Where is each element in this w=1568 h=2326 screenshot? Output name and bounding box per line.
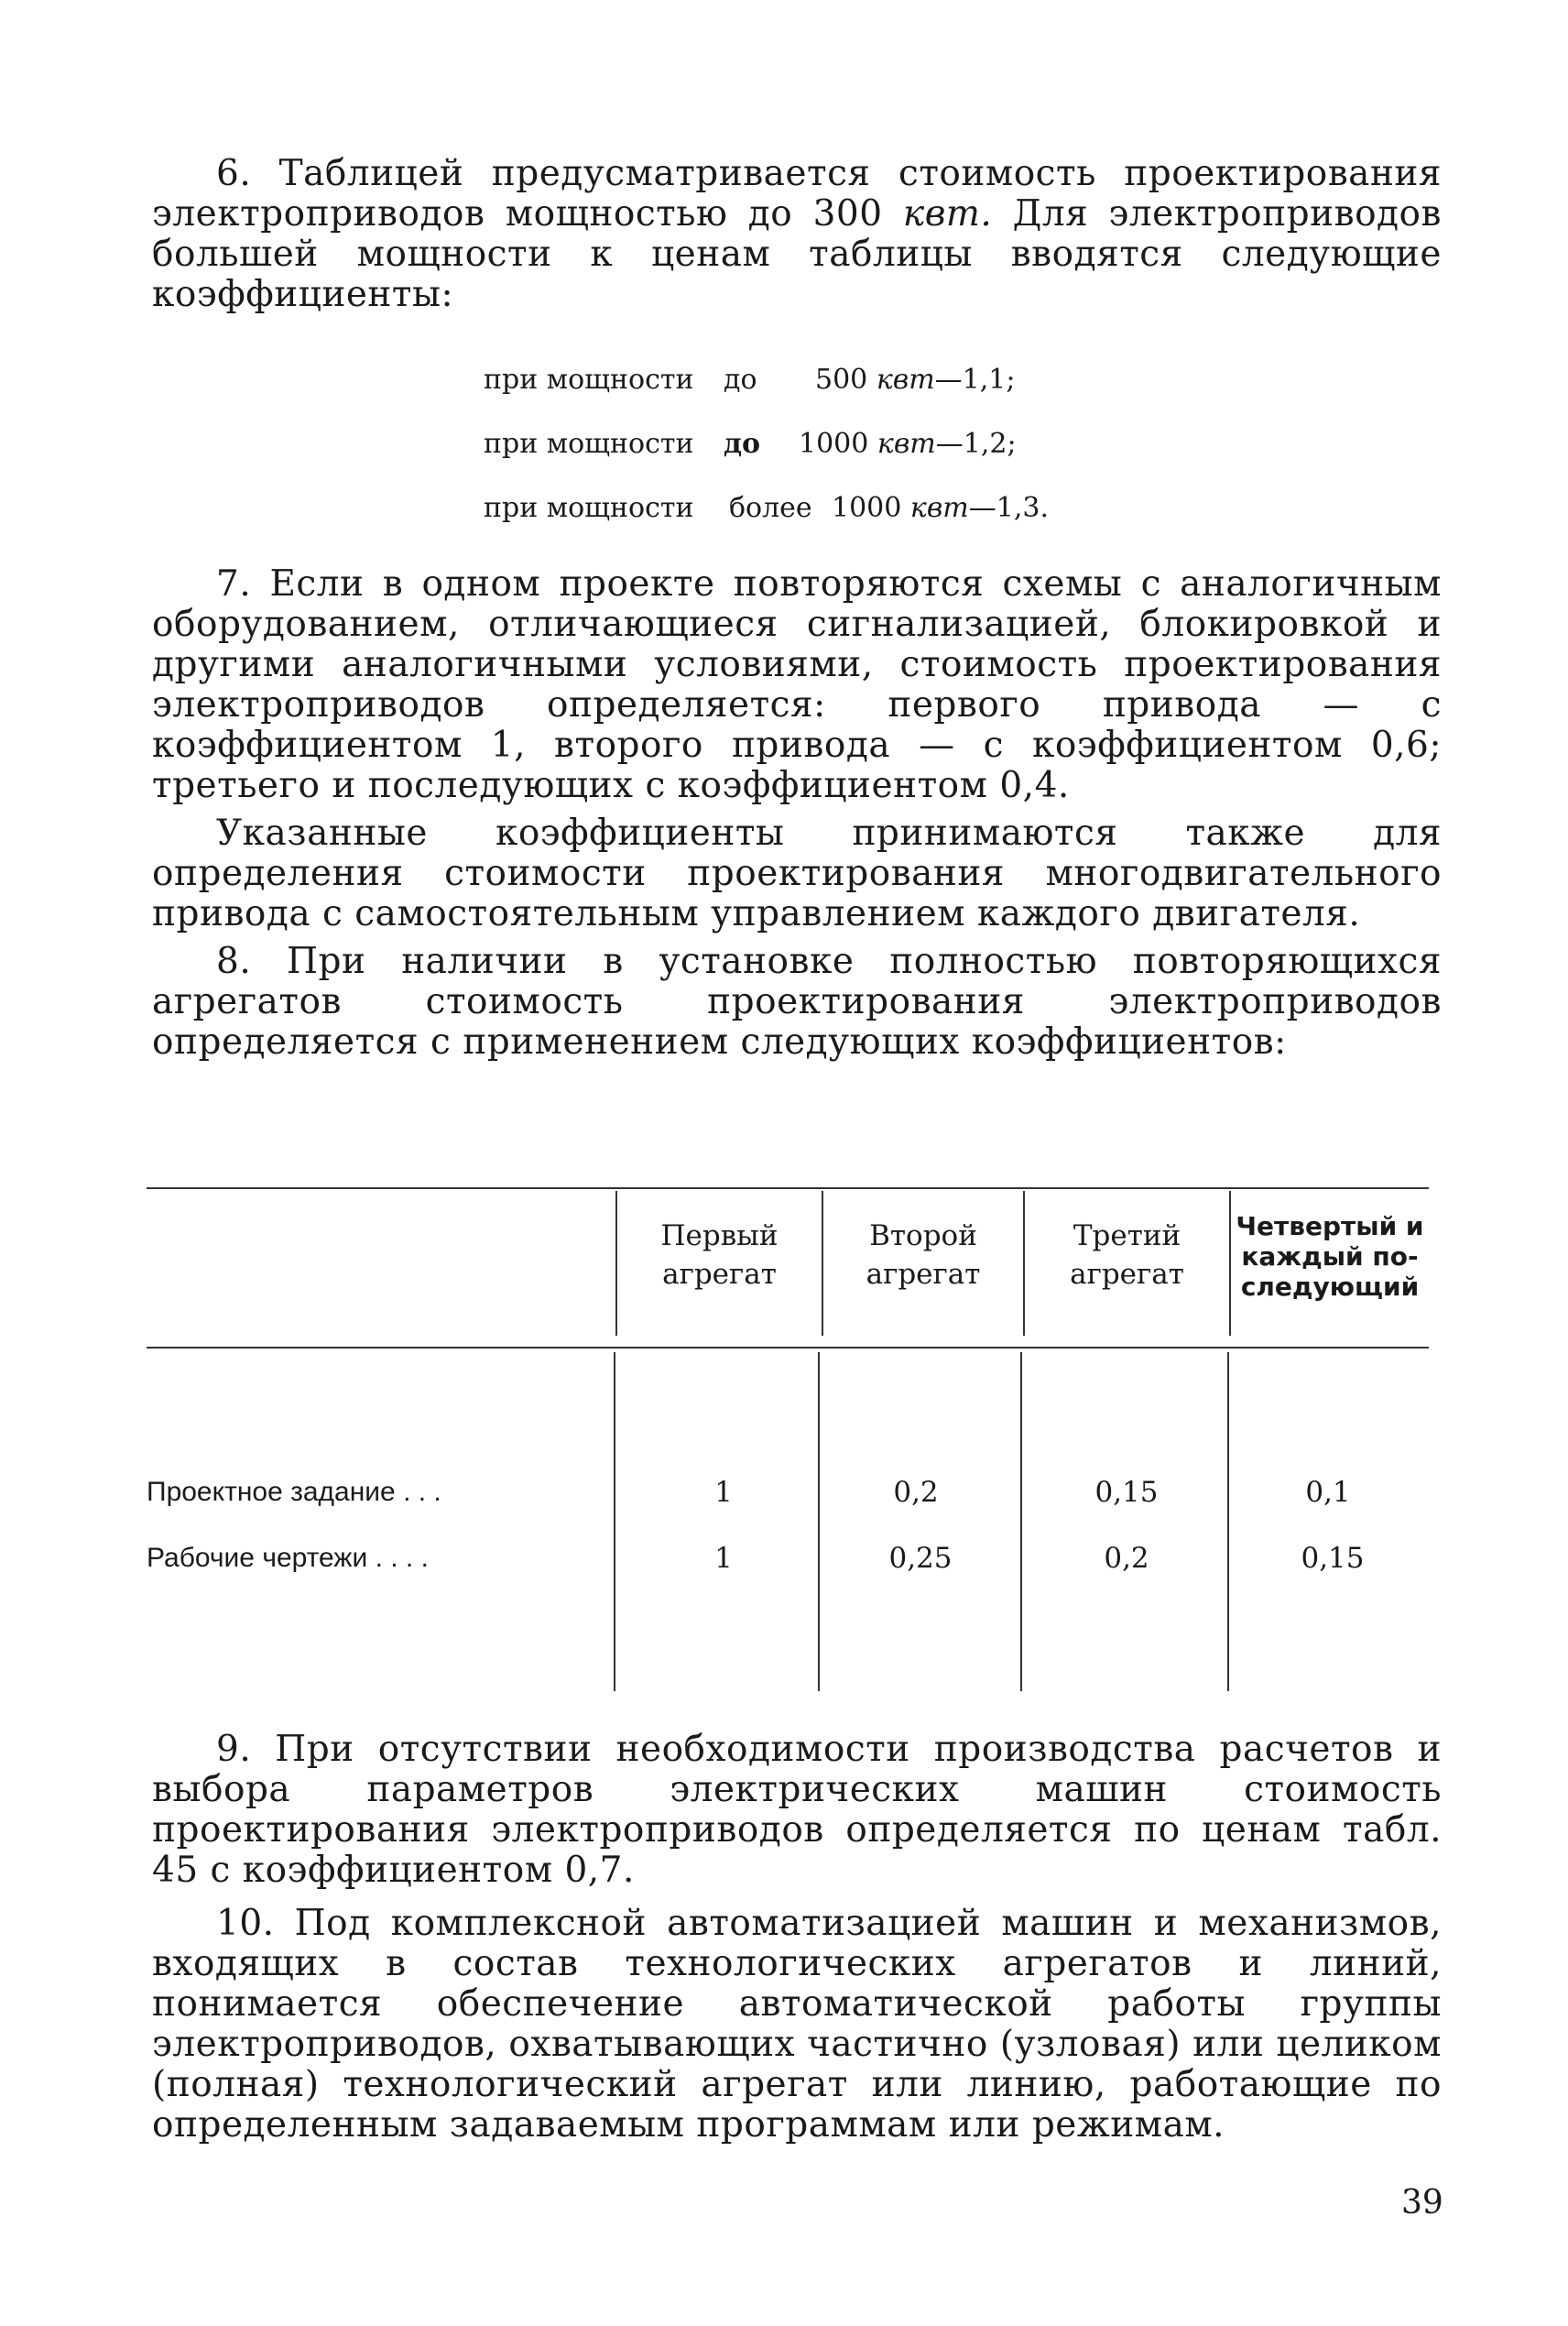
coef-unit: квт bbox=[876, 364, 935, 396]
table-cell: 0,2 bbox=[1104, 1542, 1149, 1575]
table-cell: 0,15 bbox=[1301, 1542, 1365, 1575]
coef-prep: до bbox=[724, 428, 761, 460]
table-col-divider bbox=[818, 1352, 820, 1691]
coef-unit: квт bbox=[877, 428, 936, 460]
table-header-first: Первый агрегат bbox=[660, 1219, 779, 1291]
coef-label: при мощности bbox=[484, 492, 694, 524]
paragraph-10: 10. Под комплексной автоматизацией машин и механизмов, входящих в состав технологических агрегатов и линий, понимается обеспечение автоматической работы группы электроприводов, охватывающих частично (узловая) или целиком (полная) технологический агрегат или линию, работающие по определенным задаваемым программам или режимам. bbox=[152, 1903, 1442, 2146]
coef-label: при мощности bbox=[484, 428, 694, 460]
table-col-divider bbox=[614, 1352, 615, 1691]
table-col-divider bbox=[1020, 1352, 1022, 1691]
paragraph-7: 7. Если в одном проекте повторяются схемы с аналогичным оборудованием, отличающиеся сигнализацией, блокировкой и другими аналогичными условиями, стоимость проектирования электроприводов определяется: первого привода — с коэффициентом 1, второго привода — с коэффициентом 0,6; третьего и последующих с коэффициентом 0,4. bbox=[152, 563, 1442, 806]
paragraph-7-note: Указанные коэффициенты принимаются также для определения стоимости проектирования многодвигательного привода с самостоятельным управлением каждого двигателя. bbox=[152, 813, 1442, 934]
table-cell: 0,25 bbox=[888, 1542, 953, 1575]
coef-value: 1000 bbox=[832, 492, 902, 524]
table-header-second: Второй агрегат bbox=[866, 1219, 981, 1291]
paragraph-8: 8. При наличии в установке полностью повторяющихся агрегатов стоимость проектирования электроприводов определяется с применением следующих коэффициентов: bbox=[152, 941, 1442, 1063]
table-top-rule bbox=[147, 1187, 1429, 1189]
table-cell: 1 bbox=[714, 1542, 733, 1575]
coef-unit: квт bbox=[909, 492, 969, 524]
table-row-label: Рабочие чертежи . . . . bbox=[147, 1543, 429, 1573]
table-header-rule bbox=[147, 1347, 1429, 1349]
coef-factor: —1,1; bbox=[934, 364, 1016, 396]
table-row-label: Проектное задание . . . bbox=[147, 1477, 441, 1507]
table-cell: 0,1 bbox=[1305, 1476, 1351, 1509]
coefficient-line bbox=[484, 429, 1017, 460]
page-number: 39 bbox=[1401, 2184, 1443, 2222]
coefficient-line bbox=[484, 365, 1015, 396]
coefficient-line bbox=[484, 493, 1049, 524]
table-cell: 1 bbox=[714, 1476, 733, 1509]
coef-factor: —1,2; bbox=[935, 428, 1017, 460]
coef-label: при мощности bbox=[484, 364, 694, 396]
paragraph-6 bbox=[152, 154, 1442, 315]
paragraph-9: 9. При отсутствии необходимости производства расчетов и выбора параметров электрических машин стоимость проектирования электроприводов определяется по ценам табл. 45 с коэффициентом 0,7. bbox=[152, 1729, 1442, 1891]
paragraph-6-unit: квт. bbox=[902, 193, 993, 235]
table-cell: 0,15 bbox=[1094, 1476, 1159, 1509]
coef-prep: до bbox=[724, 364, 757, 396]
coef-factor: —1,3. bbox=[968, 492, 1049, 524]
paragraph-6-text-b: Для электроприводов большей мощности к ценам таблицы вводятся следующие коэффициенты: bbox=[152, 193, 1442, 315]
coef-value: 1000 bbox=[799, 428, 869, 460]
table-cell: 0,2 bbox=[893, 1476, 939, 1509]
coef-prep: более bbox=[729, 492, 812, 524]
table-header-fourth: Четвертый и каждый по- следующий bbox=[1236, 1211, 1424, 1302]
paragraph-6-text-a: 6. Таблицей предусматривается стоимость проектирования электроприводов мощностью до 300 bbox=[152, 153, 1442, 235]
coef-value: 500 bbox=[815, 364, 868, 396]
table-header-third: Третий агрегат bbox=[1070, 1219, 1184, 1291]
table-col-divider bbox=[1227, 1352, 1229, 1691]
